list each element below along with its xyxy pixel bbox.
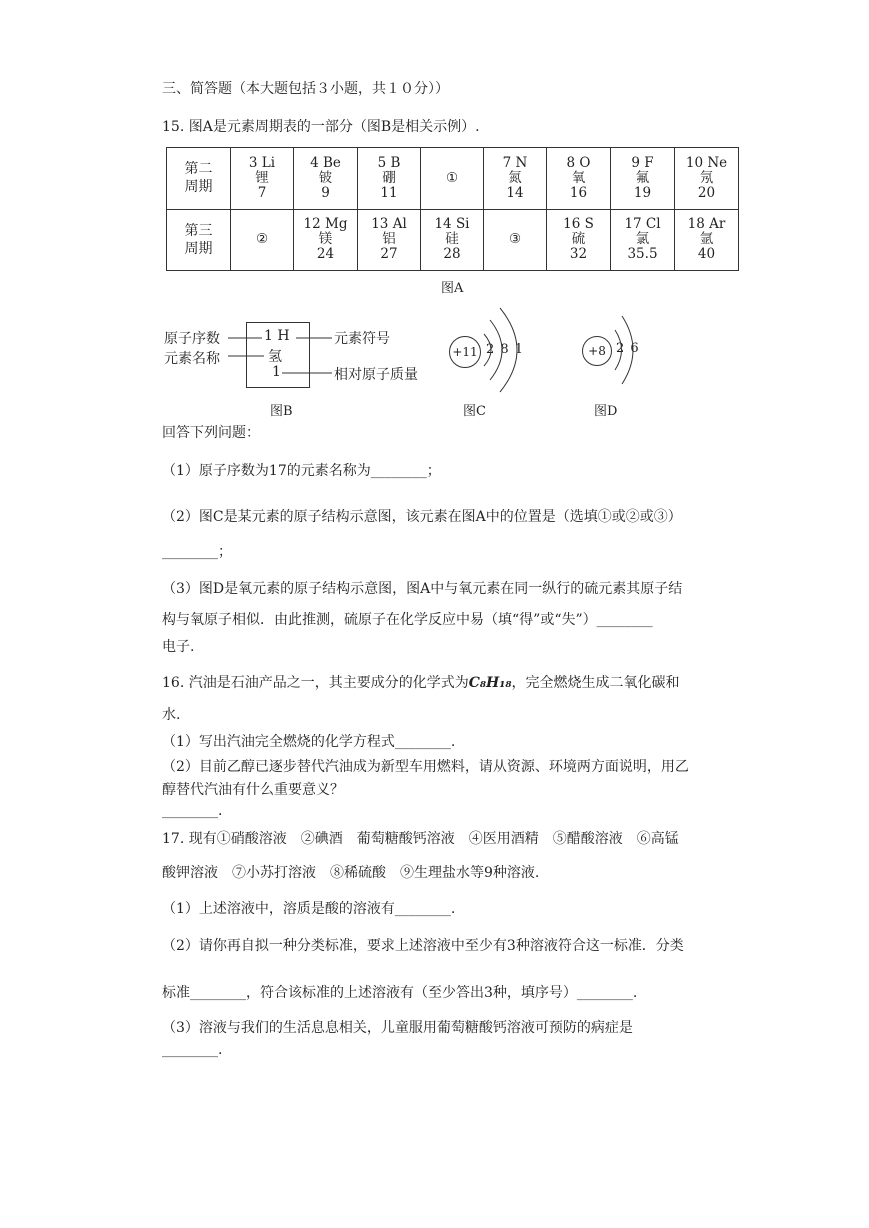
element-num: 3 Li bbox=[248, 154, 276, 171]
fig-c-shells: 2 8 1 bbox=[486, 342, 524, 357]
element-mass: 40 bbox=[697, 246, 716, 263]
q16-part-1: （1）写出汽油完全燃烧的化学方程式________. bbox=[162, 734, 456, 750]
element-mass: 20 bbox=[697, 184, 716, 201]
element-name: 硫 bbox=[571, 231, 586, 248]
element-name: 氧 bbox=[571, 169, 586, 186]
element-mass: 27 bbox=[380, 246, 398, 263]
blank-marker: ① bbox=[445, 169, 459, 186]
element-num: 5 B bbox=[377, 154, 401, 171]
element-num: 4 Be bbox=[310, 154, 341, 171]
answer-prompt: 回答下列问题： bbox=[162, 425, 260, 441]
fig-b-mass-label: 相对原子质量 bbox=[334, 367, 418, 383]
element-name: 氟 bbox=[635, 169, 650, 186]
fig-c-electron-shells bbox=[440, 300, 550, 400]
element-mass: 14 bbox=[506, 184, 524, 201]
element-mass: 19 bbox=[633, 184, 652, 201]
fig-d-nucleus: +8 bbox=[582, 336, 612, 366]
element-num: 13 Al bbox=[371, 216, 407, 233]
element-name: 硼 bbox=[382, 169, 396, 186]
q15-part-3b: 构与氧原子相似．由此推测，硫原子在化学反应中易（填“得”或“失”）________ bbox=[162, 612, 653, 628]
element-name: 氮 bbox=[508, 169, 522, 186]
element-num: 9 F bbox=[631, 154, 654, 171]
element-name: 铝 bbox=[382, 231, 396, 248]
q15-part-3c: 电子. bbox=[162, 639, 195, 655]
q17-part-3a: （3）溶液与我们的生活息息相关，儿童服用葡萄糖酸钙溶液可预防的病症是 bbox=[162, 1020, 633, 1036]
fig-b-box-bot: 1 bbox=[272, 364, 281, 380]
element-mass: 16 bbox=[569, 184, 588, 201]
fig-b-caption: 图B bbox=[270, 404, 293, 419]
fig-b-leader-lines bbox=[0, 0, 869, 420]
q16-part-2a: （2）目前乙醇已逐步替代汽油成为新型车用燃料，请从资源、环境两方面说明，用乙 bbox=[162, 759, 689, 775]
q16-line-1b: ，完全燃烧生成二氧化碳和 bbox=[511, 675, 680, 691]
fig-b-box-top: 1 H bbox=[264, 328, 290, 344]
fig-b-num-label: 原子序数 bbox=[164, 331, 220, 347]
gasoline-formula: C₈H₁₈ bbox=[468, 675, 512, 691]
fig-b-name-label: 元素名称 bbox=[164, 351, 220, 367]
q16-part-2c: ________. bbox=[162, 803, 223, 819]
q17-line-2: 酸钾溶液 ⑦小苏打溶液 ⑧稀硫酸 ⑨生理盐水等9种溶液. bbox=[162, 865, 540, 881]
element-mass: 11 bbox=[380, 184, 398, 201]
q17-part-2a: （2）请你再自拟一种分类标准，要求上述溶液中至少有3种溶液符合这一标准．分类 bbox=[162, 938, 684, 954]
blank-marker: ③ bbox=[508, 231, 522, 248]
q16-line-1 bbox=[162, 672, 679, 692]
element-num: 7 N bbox=[502, 154, 528, 171]
element-mass: 35.5 bbox=[627, 246, 658, 263]
element-num: 12 Mg bbox=[303, 216, 348, 233]
element-num: 8 O bbox=[566, 154, 591, 171]
q15-part-1: （1）原子序数为17的元素名称为________； bbox=[162, 463, 441, 479]
fig-b-symbol-label: 元素符号 bbox=[334, 331, 390, 347]
element-mass: 9 bbox=[321, 184, 330, 201]
element-name: 硅 bbox=[445, 231, 459, 248]
element-mass: 7 bbox=[257, 184, 267, 201]
period-label: 第三 周期 bbox=[167, 209, 231, 271]
q16-line-1a: 16. 汽油是石油产品之一，其主要成分的化学式为 bbox=[162, 675, 469, 691]
fig-c-nucleus: +11 bbox=[449, 336, 481, 368]
q17-line-1: 17. 现有①硝酸溶液 ②碘酒 葡萄糖酸钙溶液 ④医用酒精 ⑤醋酸溶液 ⑥高锰 bbox=[162, 831, 679, 847]
element-name: 镁 bbox=[318, 231, 333, 248]
element-num: 16 S bbox=[563, 216, 594, 233]
fig-d-electron-shells bbox=[570, 300, 650, 400]
element-name: 铍 bbox=[318, 169, 333, 186]
element-num: 18 Ar bbox=[687, 216, 726, 233]
period-label: 第二 周期 bbox=[167, 148, 231, 210]
blank-marker: ② bbox=[255, 231, 269, 248]
element-mass: 32 bbox=[569, 246, 588, 263]
element-num: 14 Si bbox=[434, 216, 470, 233]
element-name: 氩 bbox=[699, 231, 714, 248]
element-mass: 24 bbox=[316, 246, 335, 263]
fig-b-box-mid: 氢 bbox=[268, 349, 282, 365]
element-name: 氯 bbox=[635, 231, 650, 248]
element-mass: 28 bbox=[443, 246, 461, 263]
section-title: 三、简答题（本大题包括３小题，共１０分）） bbox=[162, 81, 449, 97]
q15-part-3a: （3）图D是氧元素的原子结构示意图，图A中与氧元素在同一纵行的硫元素其原子结 bbox=[162, 581, 683, 597]
fig-d-caption: 图D bbox=[594, 404, 618, 419]
element-num: 17 Cl bbox=[624, 216, 661, 233]
fig-a-caption: 图A bbox=[441, 281, 464, 296]
q17-part-3b: ________. bbox=[162, 1042, 223, 1058]
q16-line-2: 水. bbox=[162, 707, 181, 723]
q17-part-1: （1）上述溶液中，溶质是酸的溶液有________. bbox=[162, 901, 456, 917]
q15-part-2a: （2）图C是某元素的原子结构示意图，该元素在图A中的位置是（选填①或②或③） bbox=[162, 509, 682, 525]
fig-d-shells: 2 6 bbox=[616, 341, 639, 356]
element-name: 氖 bbox=[699, 169, 714, 186]
fig-c-caption: 图C bbox=[463, 404, 486, 419]
q17-part-2b: 标准________，符合该标准的上述溶液有（至少答出3种，填序号）________. bbox=[162, 985, 638, 1001]
element-num: 10 Ne bbox=[685, 154, 728, 171]
q15-part-2b: ________； bbox=[162, 544, 232, 560]
q16-part-2b: 醇替代汽油有什么重要意义？ bbox=[162, 782, 344, 798]
q15-intro: 15. 图A是元素周期表的一部分（图B是相关示例）. bbox=[162, 119, 480, 135]
element-name: 锂 bbox=[255, 169, 269, 186]
